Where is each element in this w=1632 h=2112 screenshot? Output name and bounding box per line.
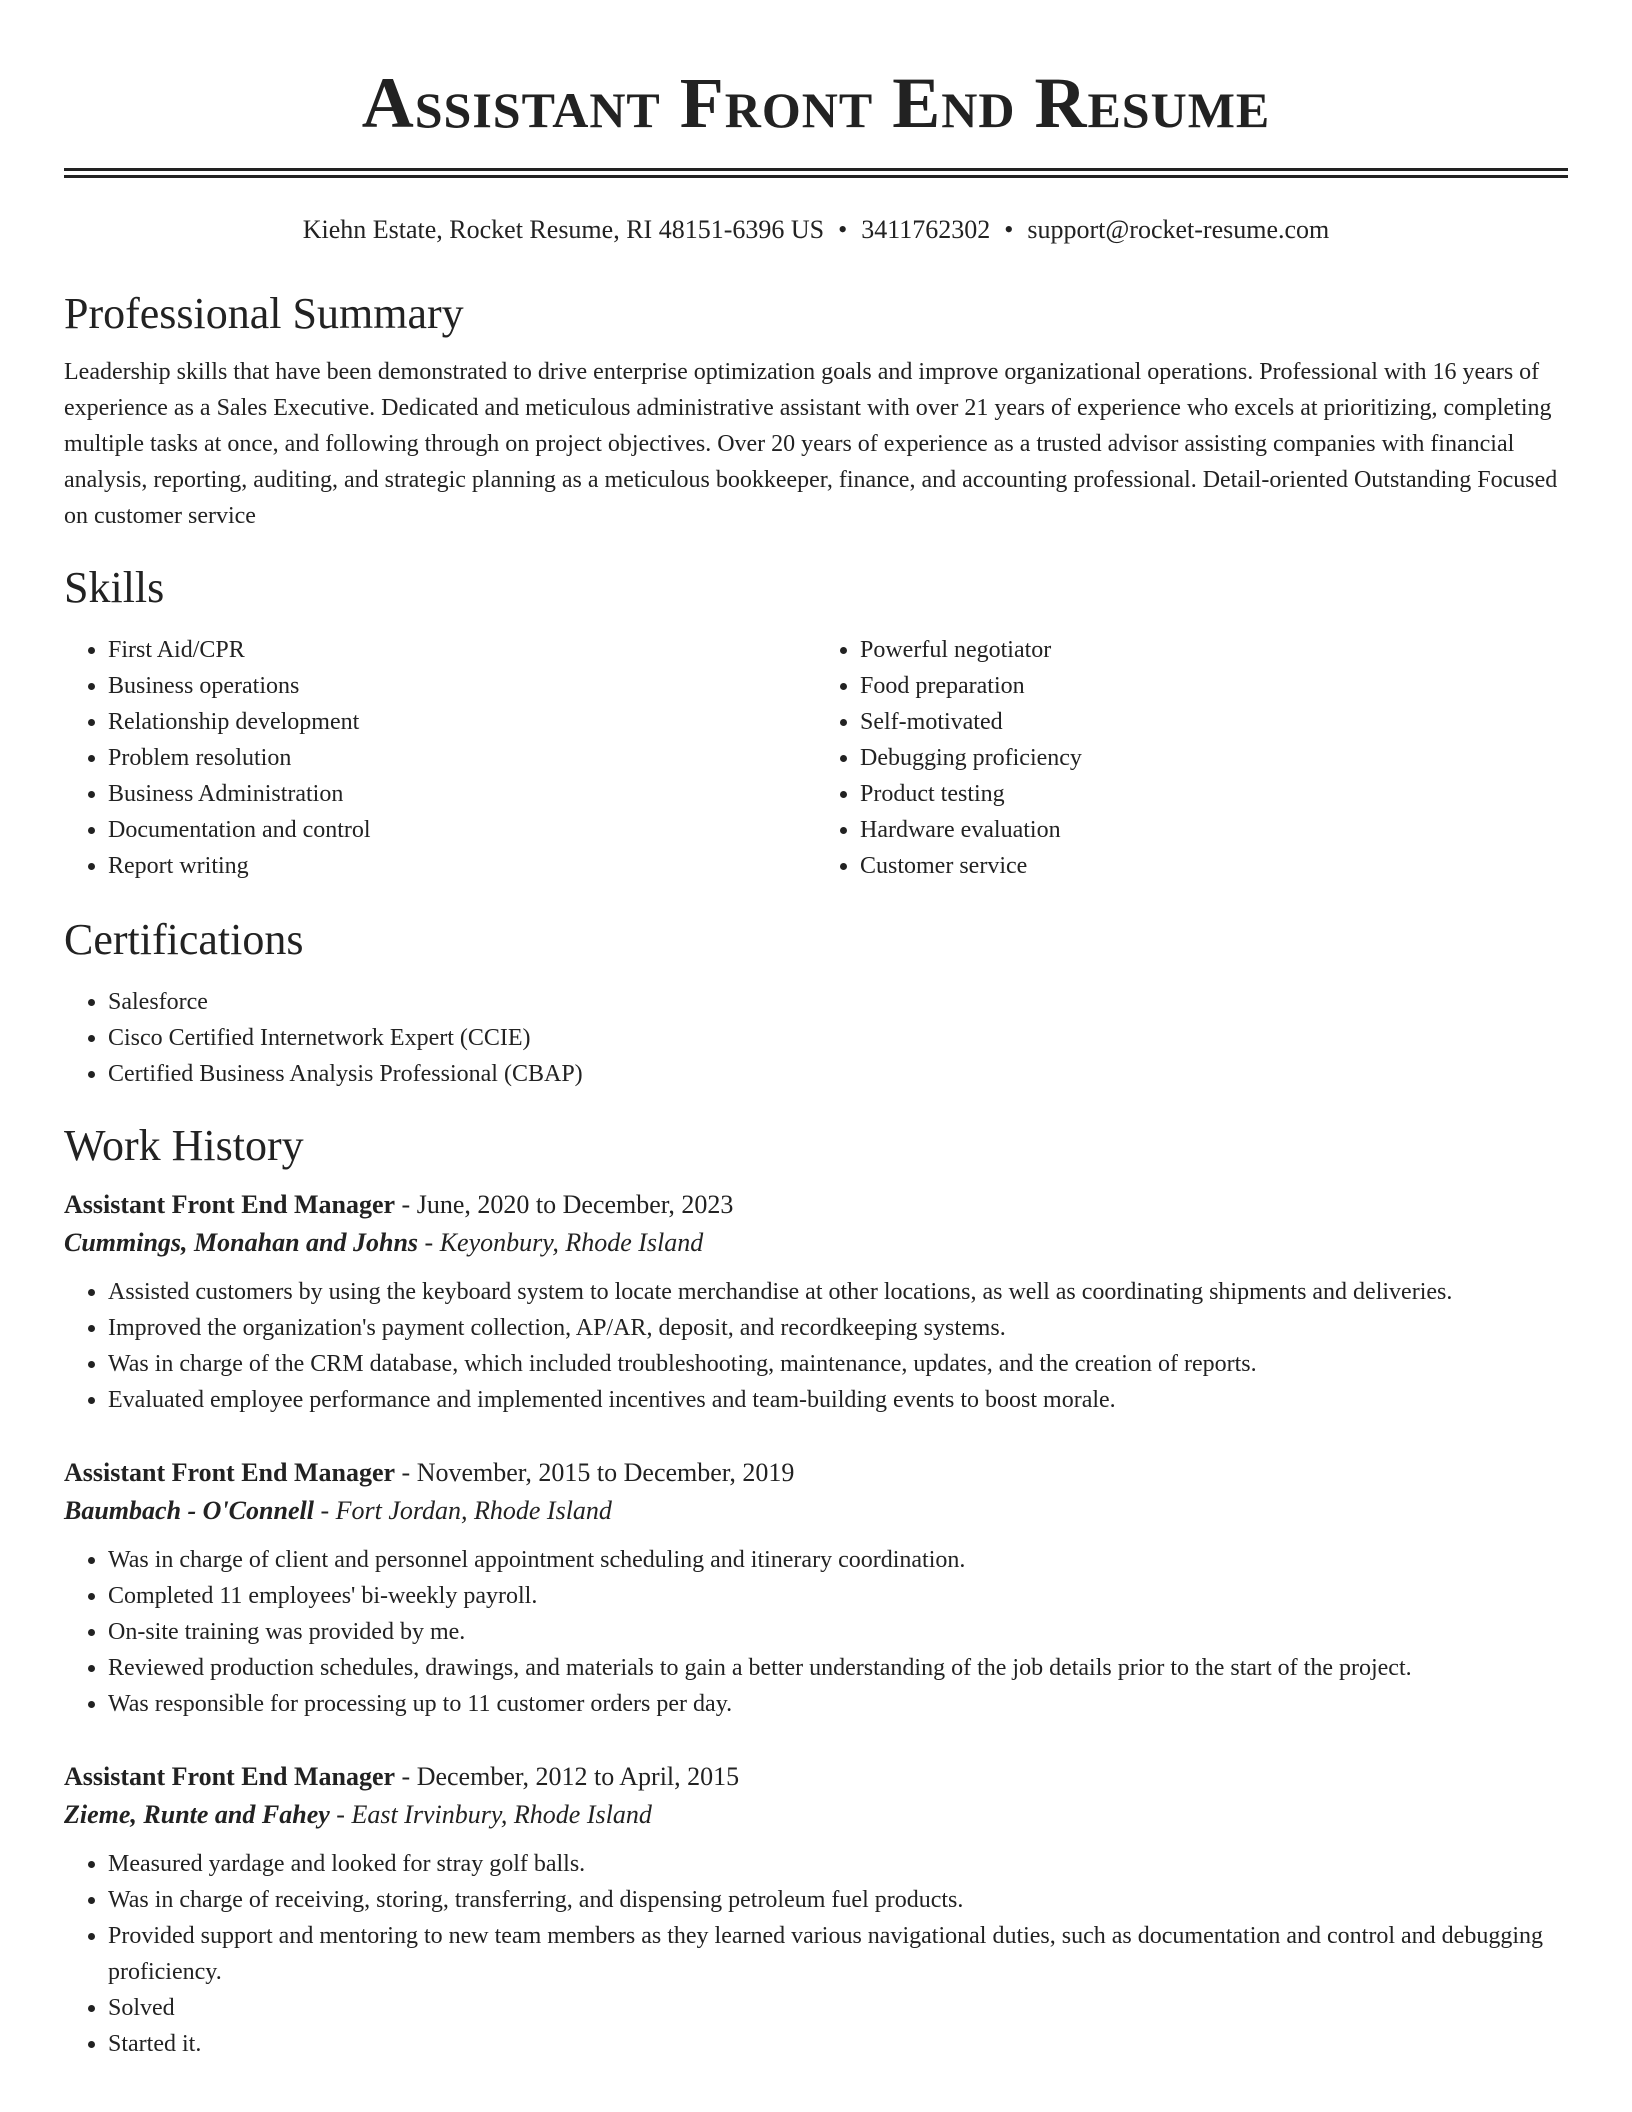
- job-dates: - June, 2020 to December, 2023: [395, 1190, 734, 1219]
- title-double-rule: [64, 168, 1568, 178]
- job-duty: • Solved: [108, 1990, 1568, 2026]
- job-duties-list: [64, 1274, 1568, 1418]
- job-duty: • Completed 11 employees' bi-weekly payroll.: [108, 1578, 1568, 1614]
- job-duty: • Reviewed production schedules, drawings, and materials to gain a better understanding of the job details prior to the start of the project.: [108, 1650, 1568, 1686]
- job-entry: [64, 1454, 1568, 1722]
- job-location: - Keyonbury, Rhode Island: [418, 1228, 704, 1257]
- certifications-heading: Certifications: [64, 915, 304, 964]
- contact-line: [64, 214, 1568, 246]
- skill-item: • Powerful negotiator: [860, 632, 1568, 668]
- job-entry: [64, 1186, 1568, 1418]
- skills-list-right: [816, 632, 1568, 884]
- certification-item: • Salesforce: [108, 984, 1568, 1020]
- skill-item: • Self-motivated: [860, 704, 1568, 740]
- skill-item: • First Aid/CPR: [108, 632, 816, 668]
- job-company-line: [64, 1492, 1568, 1530]
- job-title-line: [64, 1454, 1568, 1492]
- skills-heading: Skills: [64, 563, 165, 612]
- job-duty: • Was in charge of the CRM database, which included troubleshooting, maintenance, updates, and the creation of reports.: [108, 1346, 1568, 1382]
- job-duty: • Started it.: [108, 2026, 1568, 2062]
- contact-email: support@rocket-resume.com: [1027, 215, 1330, 244]
- job-duty: • Was responsible for processing up to 11 customer orders per day.: [108, 1686, 1568, 1722]
- job-duty: • Evaluated employee performance and implemented incentives and team-building events to boost morale.: [108, 1382, 1568, 1418]
- job-dates: - November, 2015 to December, 2019: [395, 1458, 795, 1487]
- job-title: Assistant Front End Manager: [64, 1762, 396, 1791]
- certification-item: • Cisco Certified Internetwork Expert (CCIE): [108, 1020, 1568, 1056]
- skill-item: • Business Administration: [108, 776, 816, 812]
- job-duty: • Provided support and mentoring to new team members as they learned various navigational duties, such as documentation and control and debugging proficiency.: [108, 1918, 1568, 1990]
- summary-text: Leadership skills that have been demonstrated to drive enterprise optimization goals and improve organizational operations. Professional with 16 years of experience as a Sales Executive. Dedicated and meticulous administrative assistant with over 21 years of experience who excels at prioritizing, completing multiple tasks at once, and following through on project objectives. Over 20 years of experience as a trusted advisor assisting companies with financial analysis, reporting, auditing, and strategic planning as a meticulous bookkeeper, finance, and accounting professional. Detail-oriented Outstanding Focused on customer service: [64, 359, 1558, 529]
- skill-item: • Problem resolution: [108, 740, 816, 776]
- job-company-line: [64, 1224, 1568, 1262]
- skills-list-left: [64, 632, 816, 884]
- job-location: - Fort Jordan, Rhode Island: [313, 1496, 612, 1525]
- skill-item: • Documentation and control: [108, 812, 816, 848]
- job-duty: • Was in charge of client and personnel appointment scheduling and itinerary coordination.: [108, 1542, 1568, 1578]
- job-entry: [64, 1758, 1568, 2062]
- contact-address: Kiehn Estate, Rocket Resume, RI 48151-6396 US: [302, 215, 825, 244]
- job-duty: • On-site training was provided by me.: [108, 1614, 1568, 1650]
- job-company-line: [64, 1796, 1568, 1834]
- job-title-line: [64, 1186, 1568, 1224]
- job-duty: • Assisted customers by using the keyboard system to locate merchandise at other locations, as well as coordinating shipments and deliveries.: [108, 1274, 1568, 1310]
- job-company: Baumbach - O'Connell: [64, 1496, 314, 1525]
- job-duty: • Improved the organization's payment collection, AP/AR, deposit, and recordkeeping systems.: [108, 1310, 1568, 1346]
- resume-title: Assistant Front End Resume: [361, 63, 1271, 143]
- skill-item: • Relationship development: [108, 704, 816, 740]
- skill-item: • Business operations: [108, 668, 816, 704]
- job-title: Assistant Front End Manager: [64, 1190, 396, 1219]
- contact-separator: •: [1004, 215, 1014, 244]
- skill-item: • Report writing: [108, 848, 816, 884]
- skill-item: • Customer service: [860, 848, 1568, 884]
- job-location: - East Irvinbury, Rhode Island: [329, 1800, 652, 1829]
- contact-separator: •: [838, 215, 848, 244]
- job-duties-list: [64, 1542, 1568, 1722]
- job-duty: • Was in charge of receiving, storing, transferring, and dispensing petroleum fuel products.: [108, 1882, 1568, 1918]
- skill-item: • Product testing: [860, 776, 1568, 812]
- job-duties-list: [64, 1846, 1568, 2062]
- skill-item: • Debugging proficiency: [860, 740, 1568, 776]
- job-dates: - December, 2012 to April, 2015: [395, 1762, 740, 1791]
- job-title: Assistant Front End Manager: [64, 1458, 396, 1487]
- job-title-line: [64, 1758, 1568, 1796]
- skill-item: • Food preparation: [860, 668, 1568, 704]
- certification-item: • Certified Business Analysis Professional (CBAP): [108, 1056, 1568, 1092]
- job-duty: • Measured yardage and looked for stray golf balls.: [108, 1846, 1568, 1882]
- job-company: Zieme, Runte and Fahey: [64, 1800, 330, 1829]
- job-company: Cummings, Monahan and Johns: [64, 1228, 419, 1257]
- skill-item: • Hardware evaluation: [860, 812, 1568, 848]
- skills-columns: [64, 632, 1568, 884]
- contact-phone: 3411762302: [861, 215, 991, 244]
- work-history-heading: Work History: [64, 1121, 304, 1170]
- summary-heading: Professional Summary: [64, 289, 464, 338]
- certifications-list: [64, 984, 1568, 1092]
